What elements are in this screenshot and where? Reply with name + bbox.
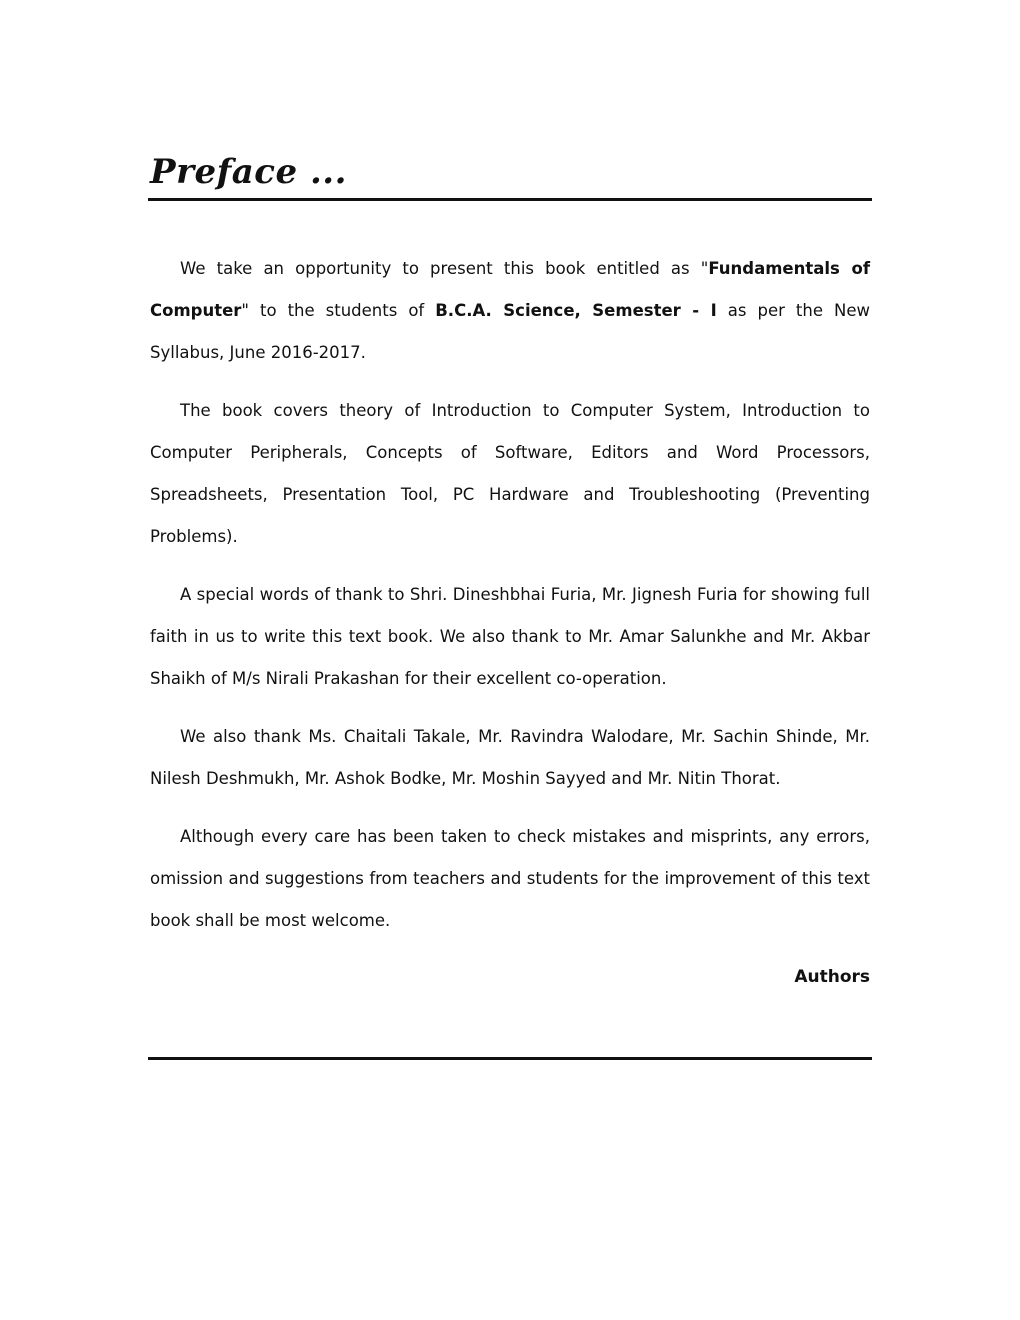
intro-text-e: as per the New Syllabus, June 2016-2017. xyxy=(150,301,870,362)
paragraph-feedback: Although every care has been taken to check mistakes and misprints, any errors, omission and suggestions from teachers and students for the improvement of this text book shall be most welcome. xyxy=(150,827,870,930)
intro-text-a: We take an opportunity to present this book entitled as " xyxy=(180,259,709,278)
bottom-rule xyxy=(148,1057,872,1060)
intro-text-c: " to the students of xyxy=(241,301,436,320)
course-name: B.C.A. Science, Semester - I xyxy=(435,301,717,320)
paragraph-thanks-colleagues: We also thank Ms. Chaitali Takale, Mr. Ravindra Walodare, Mr. Sachin Shinde, Mr. Nilesh Deshmukh, Mr. Ashok Bodke, Mr. Moshin Sayyed and Mr. Nitin Thorat. xyxy=(150,727,870,788)
paragraph-intro xyxy=(150,248,870,374)
book-title: Fundamentals of Computer xyxy=(150,259,870,320)
paragraph-topics: The book covers theory of Introduction to Computer System, Introduction to Computer Peripherals, Concepts of Software, Editors and Word Processors, Spreadsheets, Presentation Tool, PC Hardware and Troubleshooting (Preventing Problems). xyxy=(150,401,870,546)
authors-signature: Authors xyxy=(794,967,870,987)
page-title: Preface ... xyxy=(150,152,347,192)
title-underline xyxy=(148,198,872,201)
paragraph-thanks-publisher: A special words of thank to Shri. Dineshbhai Furia, Mr. Jignesh Furia for showing full faith in us to write this text book. We also thank to Mr. Amar Salunkhe and Mr. Akbar Shaikh of M/s Nirali Prakashan for their excellent co-operation. xyxy=(150,585,870,688)
preface-body xyxy=(150,248,870,958)
